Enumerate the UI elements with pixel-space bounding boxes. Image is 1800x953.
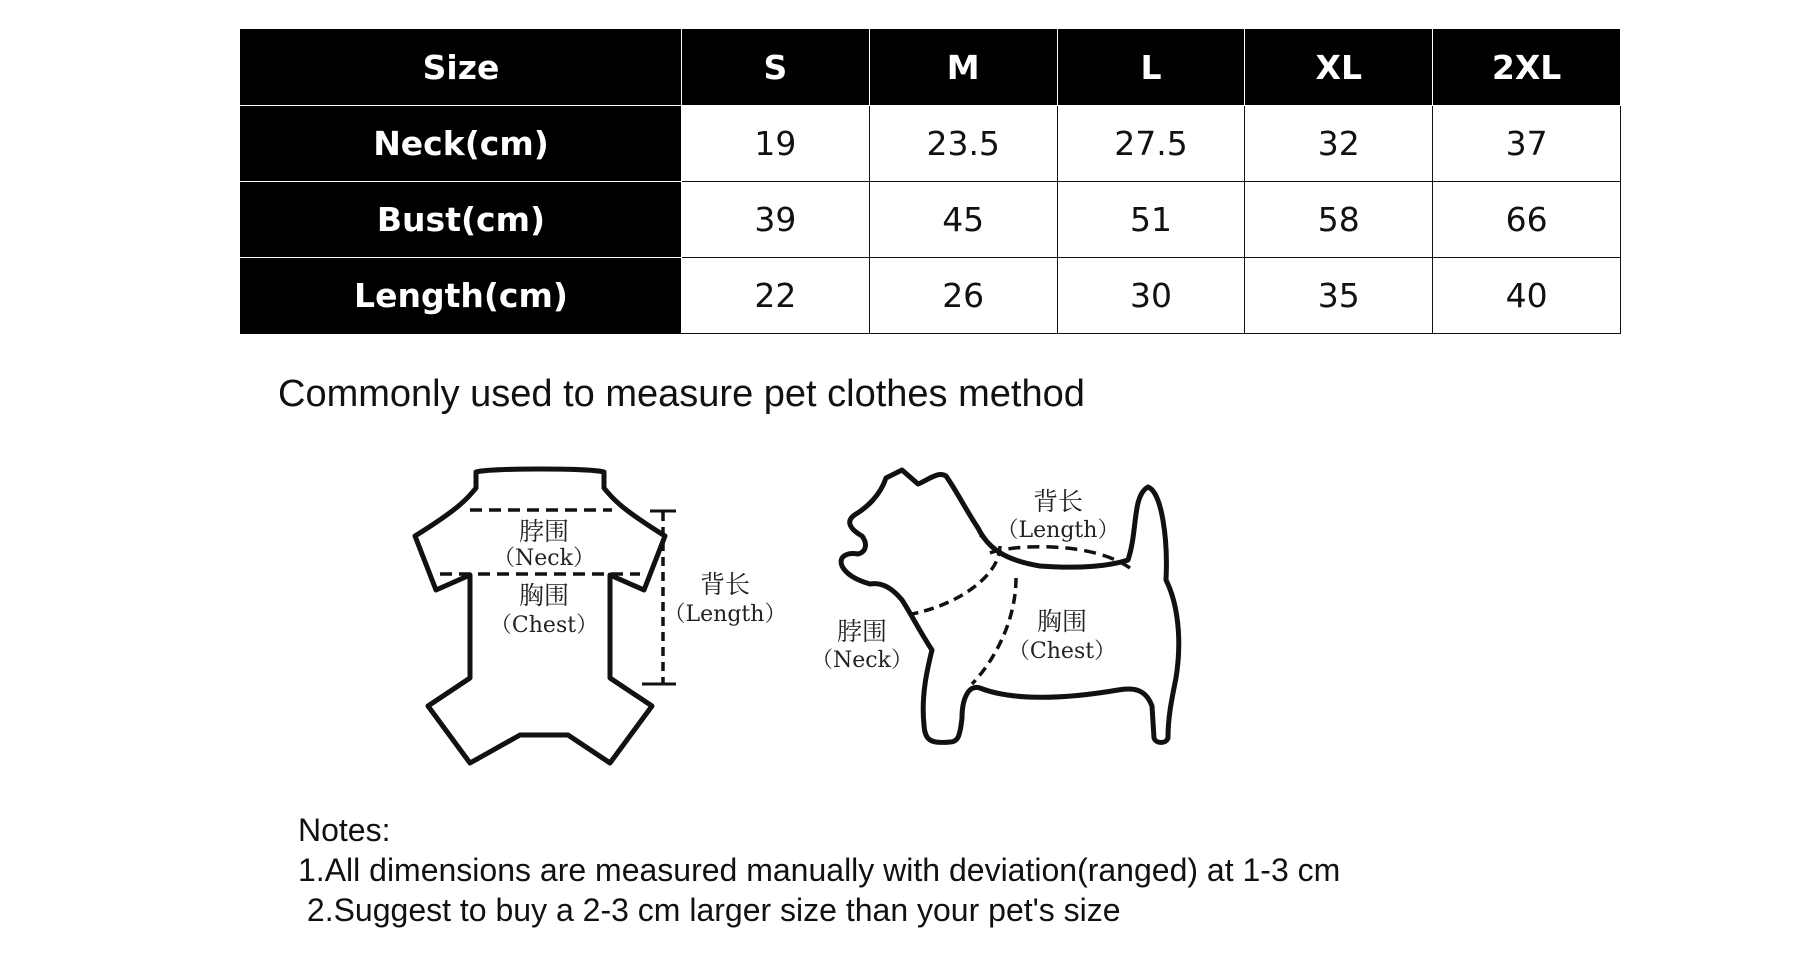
- table-cell: 32: [1245, 106, 1433, 182]
- table-cell: 37: [1433, 106, 1621, 182]
- dog-outline: [841, 470, 1179, 743]
- size-header-l: L: [1057, 30, 1245, 106]
- notes-title: Notes:: [298, 812, 391, 848]
- row-label-length: Length(cm): [241, 258, 682, 334]
- size-header-s: S: [682, 30, 870, 106]
- pet-clothes-diagram: [415, 469, 786, 763]
- note-item-1: 1.All dimensions are measured manually with deviation(ranged) at 1-3 cm: [298, 852, 1341, 888]
- note-item-2: 2.Suggest to buy a 2-3 cm larger size than your pet's size: [298, 892, 1121, 928]
- table-cell: 40: [1433, 258, 1621, 334]
- table-cell: 39: [682, 182, 870, 258]
- table-cell: 30: [1057, 258, 1245, 334]
- table-cell: 19: [682, 106, 870, 182]
- dog-neck-label-cn: 脖围: [836, 617, 888, 646]
- table-cell: 35: [1245, 258, 1433, 334]
- size-header-label: Size: [241, 30, 682, 106]
- clothes-length-label-en: （Length）: [663, 602, 787, 627]
- dog-chest-label-en: （Chest）: [1007, 639, 1117, 664]
- size-header-xl: XL: [1245, 30, 1433, 106]
- size-header-m: M: [869, 30, 1057, 106]
- table-cell: 23.5: [869, 106, 1057, 182]
- dog-neck-line: [912, 546, 1000, 614]
- size-header-2xl: 2XL: [1433, 30, 1621, 106]
- row-label-bust: Bust(cm): [241, 182, 682, 258]
- notes-section: [298, 810, 1340, 930]
- dog-length-label-cn: 背长: [1032, 487, 1084, 516]
- clothes-chest-label-cn: 胸围: [518, 581, 570, 610]
- dog-chest-line: [972, 578, 1016, 684]
- table-cell: 51: [1057, 182, 1245, 258]
- dog-diagram: [811, 470, 1179, 743]
- measure-method-heading: Commonly used to measure pet clothes method: [278, 373, 1085, 415]
- table-cell: 45: [869, 182, 1057, 258]
- table-cell: 66: [1433, 182, 1621, 258]
- clothes-length-label-cn: 背长: [699, 570, 751, 599]
- row-label-neck: Neck(cm): [241, 106, 682, 182]
- clothes-neck-label-cn: 脖围: [518, 517, 570, 546]
- table-cell: 58: [1245, 182, 1433, 258]
- dog-neck-label-en: （Neck）: [811, 648, 913, 673]
- dog-length-label-en: （Length）: [996, 518, 1120, 543]
- table-cell: 26: [869, 258, 1057, 334]
- clothes-neck-label-en: （Neck）: [493, 546, 595, 571]
- clothes-chest-label-en: （Chest）: [489, 613, 599, 638]
- table-cell: 22: [682, 258, 870, 334]
- dog-chest-label-cn: 胸围: [1036, 607, 1088, 636]
- table-cell: 27.5: [1057, 106, 1245, 182]
